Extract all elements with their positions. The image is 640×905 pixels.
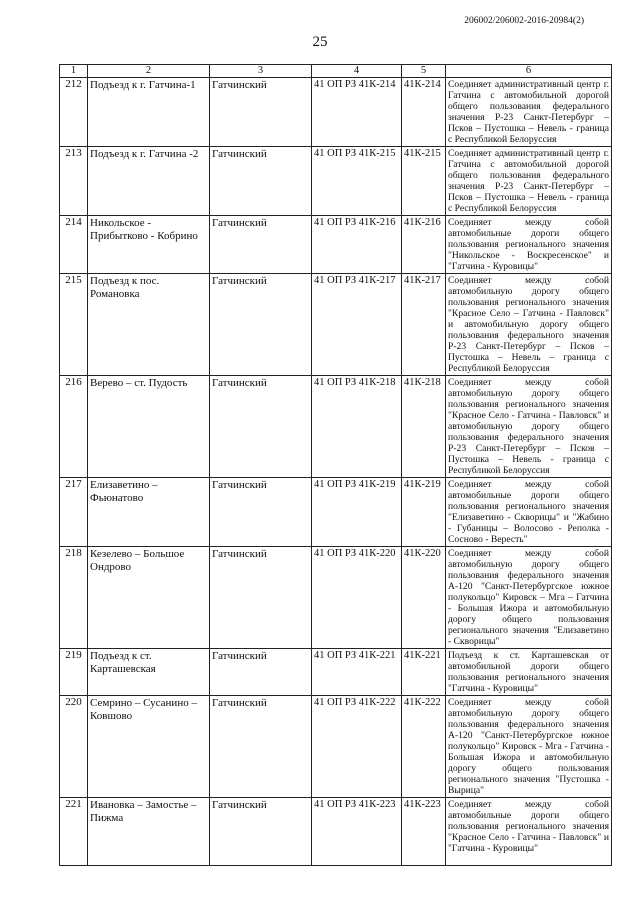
road-id-short: 41К-217: [402, 274, 446, 376]
road-description: Соединяет между собой автомобильную дорогу общего пользования регионального значения "Красное Село – Гатчина - Павловск" и автомобильную дорогу общего пользования федерального значения Р-23 Санкт-Петербург – Псков – Пустошка – Невель – граница с Республикой Белоруссия: [446, 274, 612, 376]
road-description: Подъезд к ст. Карташевская от автомобильной дороги общего пользования регионального значения "Гатчина - Куровицы": [446, 649, 612, 696]
row-number: 215: [60, 274, 88, 376]
road-name: Семрино – Сусанино – Ковшово: [88, 696, 210, 798]
document-id: 206002/206002-2016-20984(2): [464, 16, 584, 26]
column-header: 6: [446, 65, 612, 78]
road-name: Подъезд к г. Гатчина -2: [88, 147, 210, 216]
district-name: Гатчинский: [210, 274, 312, 376]
road-description: Соединяет между собой автомобильную дорогу общего пользования регионального значения "Красное Село - Гатчина - Павловск" и автомобильную дорогу общего пользования федерального значения Р-23 Санкт-Петербург – Псков – Пустошка – Невель - граница с Республикой Белоруссия: [446, 376, 612, 478]
district-name: Гатчинский: [210, 696, 312, 798]
table-row: [60, 274, 612, 376]
district-name: Гатчинский: [210, 147, 312, 216]
column-header: 2: [88, 65, 210, 78]
column-header: 1: [60, 65, 88, 78]
district-name: Гатчинский: [210, 649, 312, 696]
road-name: Ивановка – Замостье – Пижма: [88, 798, 210, 866]
road-description: Соединяет между собой автомобильные дороги общего пользования регионального значения "Красное Село - Гатчина - Павловск" и "Гатчина - Куровицы": [446, 798, 612, 866]
row-number: 212: [60, 78, 88, 147]
road-id-short: 41К-216: [402, 216, 446, 274]
road-id-full: 41 ОП РЗ 41К-214: [312, 78, 402, 147]
row-number: 219: [60, 649, 88, 696]
table-body: [60, 78, 612, 866]
roads-table: [59, 64, 612, 866]
road-id-short: 41К-219: [402, 478, 446, 547]
table-row: [60, 696, 612, 798]
road-id-short: 41К-223: [402, 798, 446, 866]
column-header: 4: [312, 65, 402, 78]
road-id-short: 41К-218: [402, 376, 446, 478]
road-id-full: 41 ОП РЗ 41К-221: [312, 649, 402, 696]
table-row: [60, 147, 612, 216]
district-name: Гатчинский: [210, 798, 312, 866]
road-description: Соединяет между собой автомобильные дороги общего пользования регионального значения "Никольское - Воскресенское" и "Гатчина - Куровицы": [446, 216, 612, 274]
column-header: 3: [210, 65, 312, 78]
row-number: 221: [60, 798, 88, 866]
road-name: Подъезд к г. Гатчина-1: [88, 78, 210, 147]
road-description: Соединяет административный центр г. Гатчина с автомобильной дорогой общего пользования федерального значения Р-23 Санкт-Петербург – Псков – Пустошка – Невель - граница с Республикой Белоруссия: [446, 78, 612, 147]
road-description: Соединяет административный центр г. Гатчина с автомобильной дорогой общего пользования федерального значения Р-23 Санкт-Петербург – Псков – Пустошка – Невель - граница с Республикой Белоруссия: [446, 147, 612, 216]
row-number: 216: [60, 376, 88, 478]
row-number: 218: [60, 547, 88, 649]
table-row: [60, 798, 612, 866]
page-number: 25: [312, 34, 328, 50]
road-id-short: 41К-221: [402, 649, 446, 696]
row-number: 213: [60, 147, 88, 216]
district-name: Гатчинский: [210, 547, 312, 649]
table-row: [60, 376, 612, 478]
road-id-full: 41 ОП РЗ 41К-217: [312, 274, 402, 376]
road-name: Кезелево – Большое Ондрово: [88, 547, 210, 649]
road-id-full: 41 ОП РЗ 41К-222: [312, 696, 402, 798]
road-id-full: 41 ОП РЗ 41К-219: [312, 478, 402, 547]
district-name: Гатчинский: [210, 376, 312, 478]
road-id-full: 41 ОП РЗ 41К-220: [312, 547, 402, 649]
road-description: Соединяет между собой автомобильную дорогу общего пользования федерального значения А-120 "Санкт-Петербургское южное полукольцо" Кировск - Мга - Гатчина - Большая Ижора и автомобильную дорогу общего пользования регионального значения "Пустошка - Вырица": [446, 696, 612, 798]
road-name: Верево – ст. Пудость: [88, 376, 210, 478]
row-number: 217: [60, 478, 88, 547]
district-name: Гатчинский: [210, 478, 312, 547]
road-id-full: 41 ОП РЗ 41К-215: [312, 147, 402, 216]
road-name: Подъезд к ст. Карташевская: [88, 649, 210, 696]
road-name: Елизаветино – Фьюнатово: [88, 478, 210, 547]
column-number-row: [60, 65, 612, 78]
table-row: [60, 649, 612, 696]
road-id-short: 41К-214: [402, 78, 446, 147]
road-id-full: 41 ОП РЗ 41К-223: [312, 798, 402, 866]
road-name: Подъезд к пос. Романовка: [88, 274, 210, 376]
road-name: Никольское - Прибытково - Кобрино: [88, 216, 210, 274]
road-id-short: 41К-222: [402, 696, 446, 798]
table-row: [60, 78, 612, 147]
row-number: 214: [60, 216, 88, 274]
road-id-full: 41 ОП РЗ 41К-216: [312, 216, 402, 274]
table-row: [60, 547, 612, 649]
road-description: Соединяет между собой автомобильную дорогу общего пользования федерального значения А-120 "Санкт-Петербургское южное полукольцо" Кировск – Мга – Гатчина - Большая Ижора и автомобильную дорогу общего пользования регионального значения "Елизаветино - Скворицы": [446, 547, 612, 649]
road-description: Соединяет между собой автомобильные дороги общего пользования регионального значения "Елизаветино - Скворицы" и "Жабино - Губаницы – Волосово - Реполка - Сосново - Вересть": [446, 478, 612, 547]
table-row: [60, 216, 612, 274]
road-id-short: 41К-215: [402, 147, 446, 216]
column-header: 5: [402, 65, 446, 78]
road-id-full: 41 ОП РЗ 41К-218: [312, 376, 402, 478]
table-row: [60, 478, 612, 547]
row-number: 220: [60, 696, 88, 798]
district-name: Гатчинский: [210, 78, 312, 147]
road-id-short: 41К-220: [402, 547, 446, 649]
district-name: Гатчинский: [210, 216, 312, 274]
